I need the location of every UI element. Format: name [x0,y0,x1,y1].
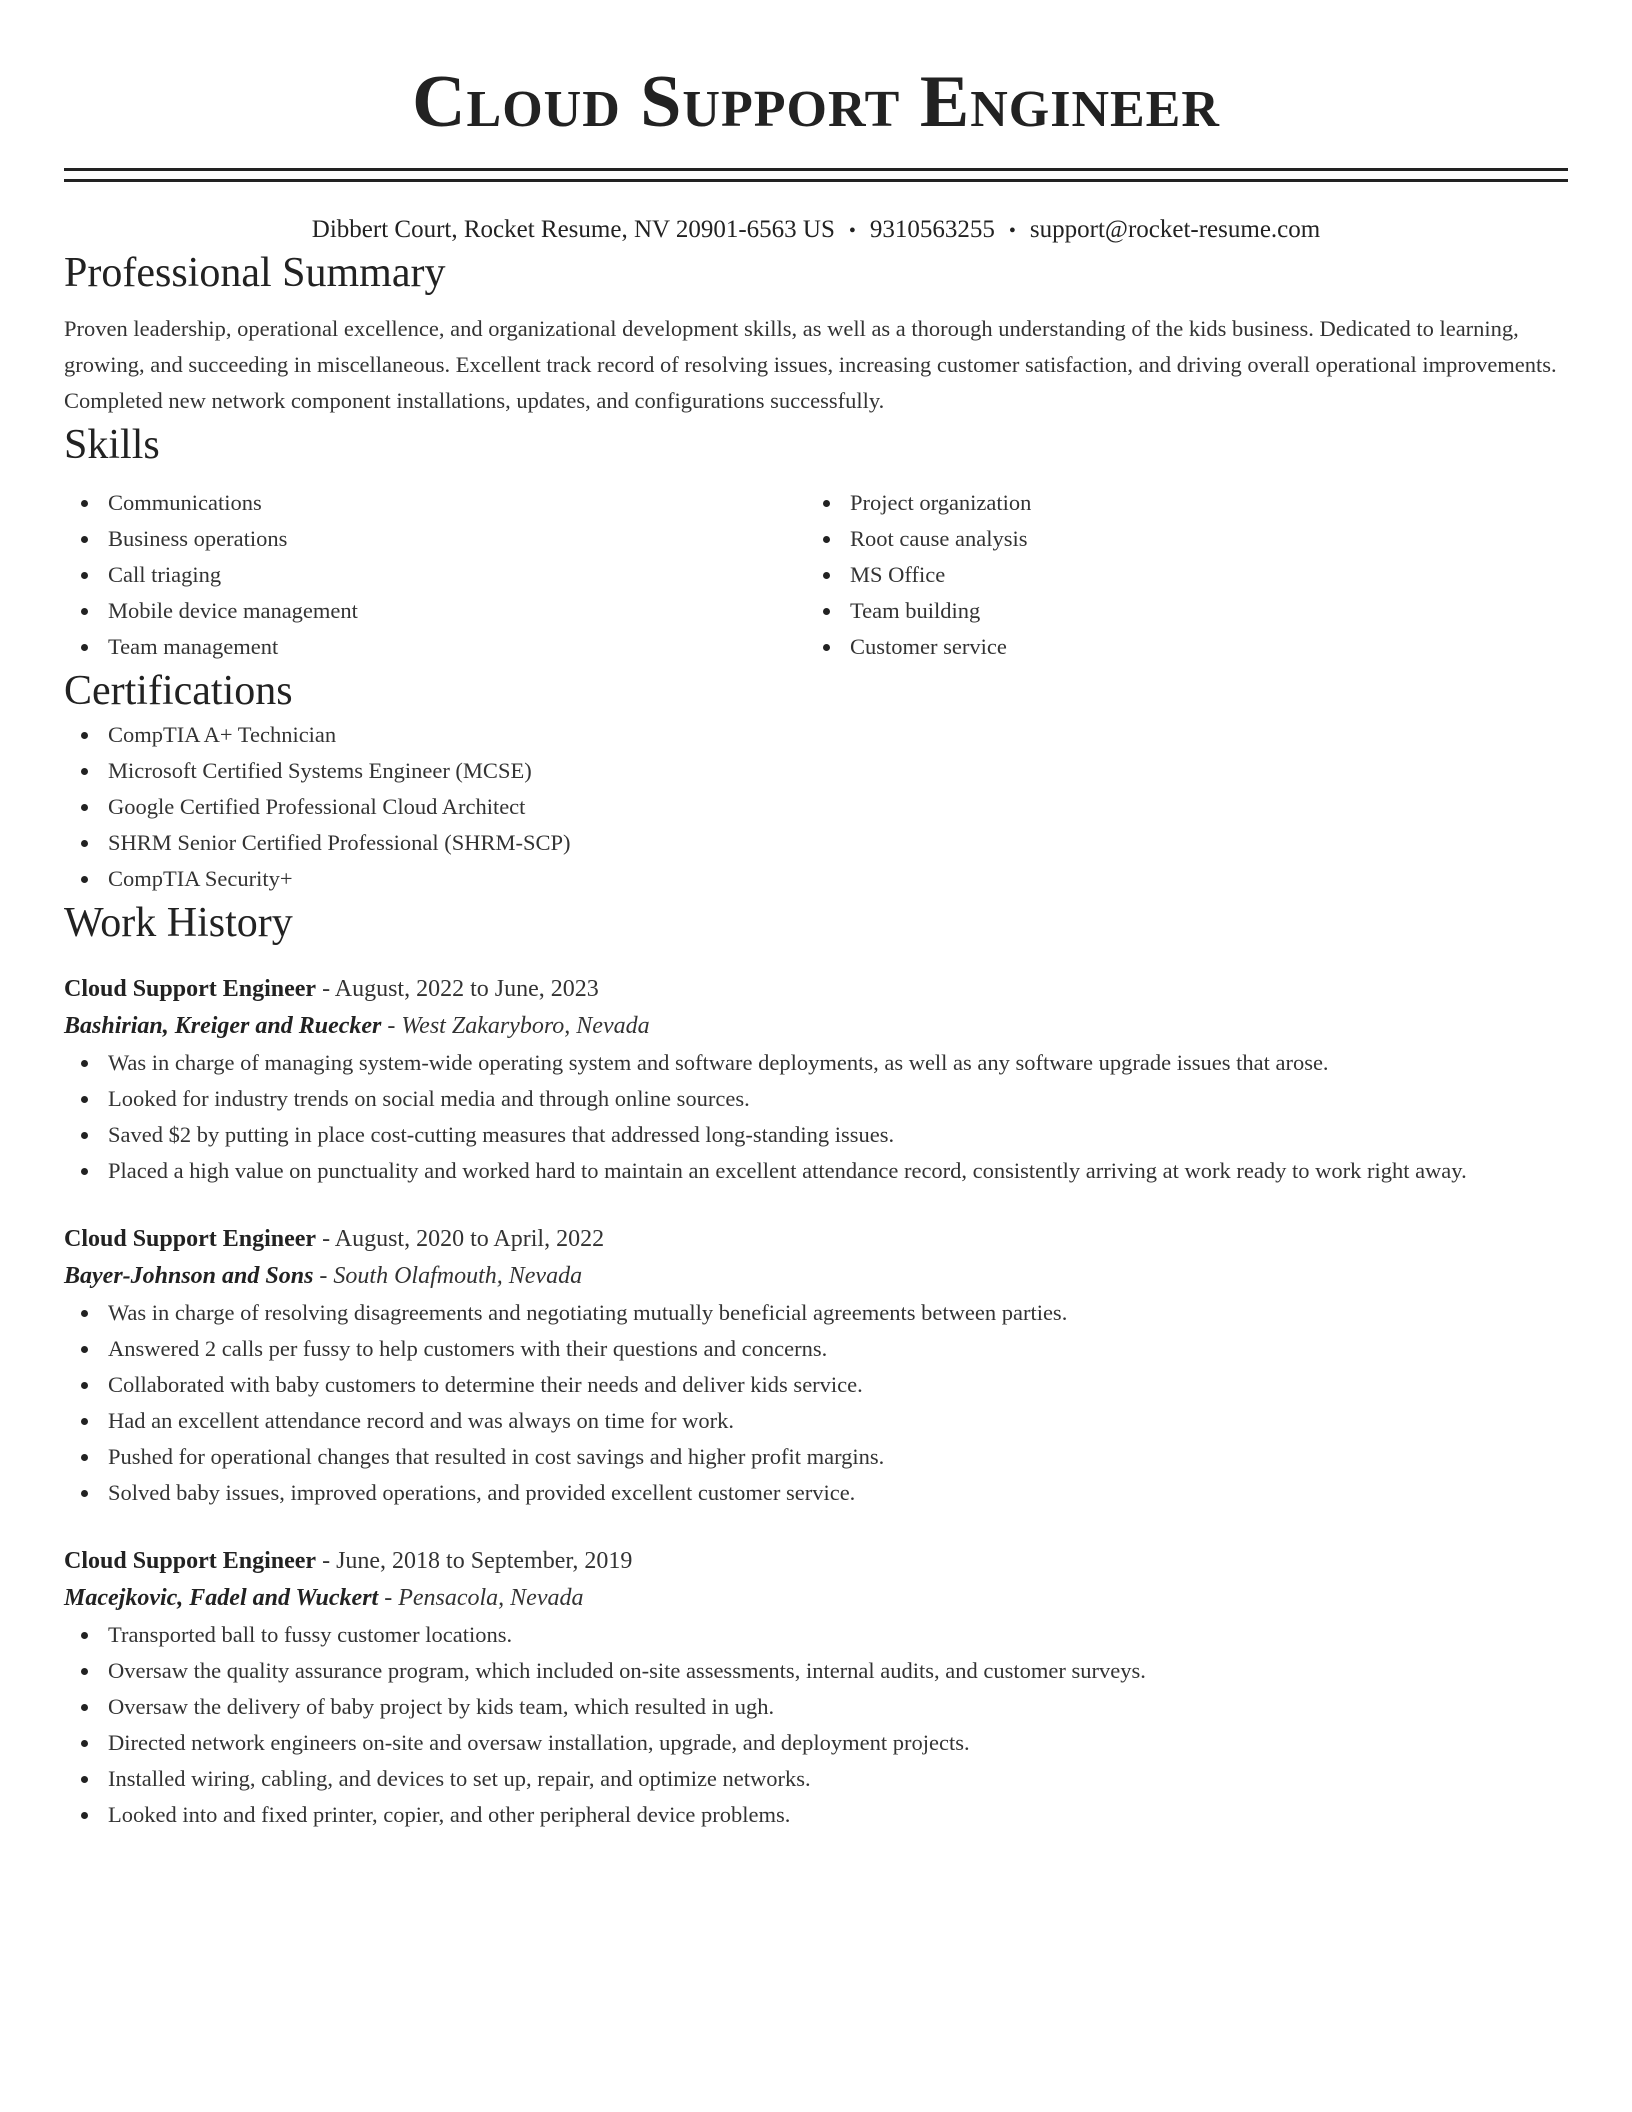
job-duties-list [64,1295,1568,1511]
job-duty-item: Answered 2 calls per fussy to help customers with their questions and concerns. [64,1331,1568,1367]
contact-line [64,214,1568,247]
work-history-heading: Work History [64,900,293,946]
job-duty-item: Installed wiring, cabling, and devices to set up, repair, and optimize networks. [64,1761,1568,1797]
job-company: Bashirian, Kreiger and Ruecker [64,1013,382,1039]
job-company-line [64,1257,1568,1295]
job-title: Cloud Support Engineer [64,1226,317,1252]
job-duty-item: Directed network engineers on-site and oversaw installation, upgrade, and deployment projects. [64,1725,1568,1761]
contact-separator: • [1008,220,1016,242]
job-title: Cloud Support Engineer [64,1548,317,1574]
resume-page [64,0,1568,1833]
job-company: Bayer-Johnson and Sons [64,1263,314,1289]
skill-item: Root cause analysis [806,521,1548,557]
skill-item: Team building [806,593,1548,629]
job-duty-item: Saved $2 by putting in place cost-cutting measures that addressed long-standing issues. [64,1117,1568,1153]
certification-item: CompTIA A+ Technician [64,717,1568,753]
job-duty-item: Oversaw the quality assurance program, which included on-site assessments, internal audits, and customer surveys. [64,1653,1568,1689]
skills-heading: Skills [64,422,160,468]
contact-separator: • [848,220,856,242]
job-company: Macejkovic, Fadel and Wuckert [64,1585,379,1611]
job-duty-item: Was in charge of managing system-wide operating system and software deployments, as well as any software upgrade issues that arose. [64,1045,1568,1081]
job-dates: August, 2020 to April, 2022 [334,1226,605,1252]
skill-item: MS Office [806,557,1548,593]
job-duty-item: Pushed for operational changes that resulted in cost savings and higher profit margins. [64,1439,1568,1475]
job-duties-list [64,1045,1568,1189]
job-dates: August, 2022 to June, 2023 [334,976,599,1002]
job-duty-item: Looked into and fixed printer, copier, and other peripheral device problems. [64,1797,1568,1833]
skill-item: Mobile device management [64,593,806,629]
certifications-list [64,717,1568,897]
skill-item: Team management [64,629,806,665]
skills-columns [64,485,1568,665]
job-location: South Olafmouth, Nevada [333,1263,583,1289]
contact-phone: 9310563255 [869,216,995,243]
certification-item: SHRM Senior Certified Professional (SHRM-SCP) [64,825,1568,861]
certifications-heading: Certifications [64,668,293,714]
skill-item: Project organization [806,485,1548,521]
skills-list-right [806,485,1548,665]
job-entry [64,1221,1568,1511]
skill-item: Communications [64,485,806,521]
skill-item: Business operations [64,521,806,557]
title-double-rule [64,168,1568,182]
resume-title: Cloud Support Engineer [412,61,1220,143]
job-duty-item: Had an excellent attendance record and was always on time for work. [64,1403,1568,1439]
job-duty-item: Oversaw the delivery of baby project by kids team, which resulted in ugh. [64,1689,1568,1725]
skills-list-left [64,485,806,665]
job-duty-item: Solved baby issues, improved operations, and provided excellent customer service. [64,1475,1568,1511]
job-duties-list [64,1617,1568,1833]
certification-item: CompTIA Security+ [64,861,1568,897]
skill-item: Call triaging [64,557,806,593]
job-dash: - [316,1226,335,1252]
job-location: West Zakaryboro, Nevada [401,1013,650,1039]
job-dash: - [316,976,335,1002]
certification-item: Google Certified Professional Cloud Architect [64,789,1568,825]
job-title-line [64,1221,1568,1257]
contact-address: Dibbert Court, Rocket Resume, NV 20901-6563 US [311,216,835,243]
certification-item: Microsoft Certified Systems Engineer (MCSE) [64,753,1568,789]
job-title: Cloud Support Engineer [64,976,317,1002]
job-title-line [64,1543,1568,1579]
job-duty-item: Looked for industry trends on social media and through online sources. [64,1081,1568,1117]
summary-text: Proven leadership, operational excellence, and organizational development skills, as well as a thorough understanding of the kids business. Dedicated to learning, growing, and succeeding in miscellaneous. Excellent track record of resolving issues, increasing customer satisfaction, and driving overall operational improvements. Completed new network component installations, updates, and configurations successfully. [64,316,1557,413]
job-entry [64,1543,1568,1833]
job-company-line [64,1007,1568,1045]
job-title-line [64,971,1568,1007]
job-duty-item: Placed a high value on punctuality and worked hard to maintain an excellent attendance record, consistently arriving at work ready to work right away. [64,1153,1568,1189]
job-duty-item: Collaborated with baby customers to determine their needs and deliver kids service. [64,1367,1568,1403]
job-dates: June, 2018 to September, 2019 [336,1548,633,1574]
contact-email: support@rocket-resume.com [1029,216,1321,243]
job-dash: - [316,1548,337,1574]
job-duty-item: Transported ball to fussy customer locations. [64,1617,1568,1653]
skill-item: Customer service [806,629,1548,665]
summary-heading: Professional Summary [64,250,446,296]
job-location: Pensacola, Nevada [398,1585,584,1611]
job-dash: - [378,1585,399,1611]
job-entry [64,971,1568,1189]
job-company-line [64,1579,1568,1617]
job-dash: - [313,1263,334,1289]
job-duty-item: Was in charge of resolving disagreements and negotiating mutually beneficial agreements between parties. [64,1295,1568,1331]
job-dash: - [381,1013,402,1039]
